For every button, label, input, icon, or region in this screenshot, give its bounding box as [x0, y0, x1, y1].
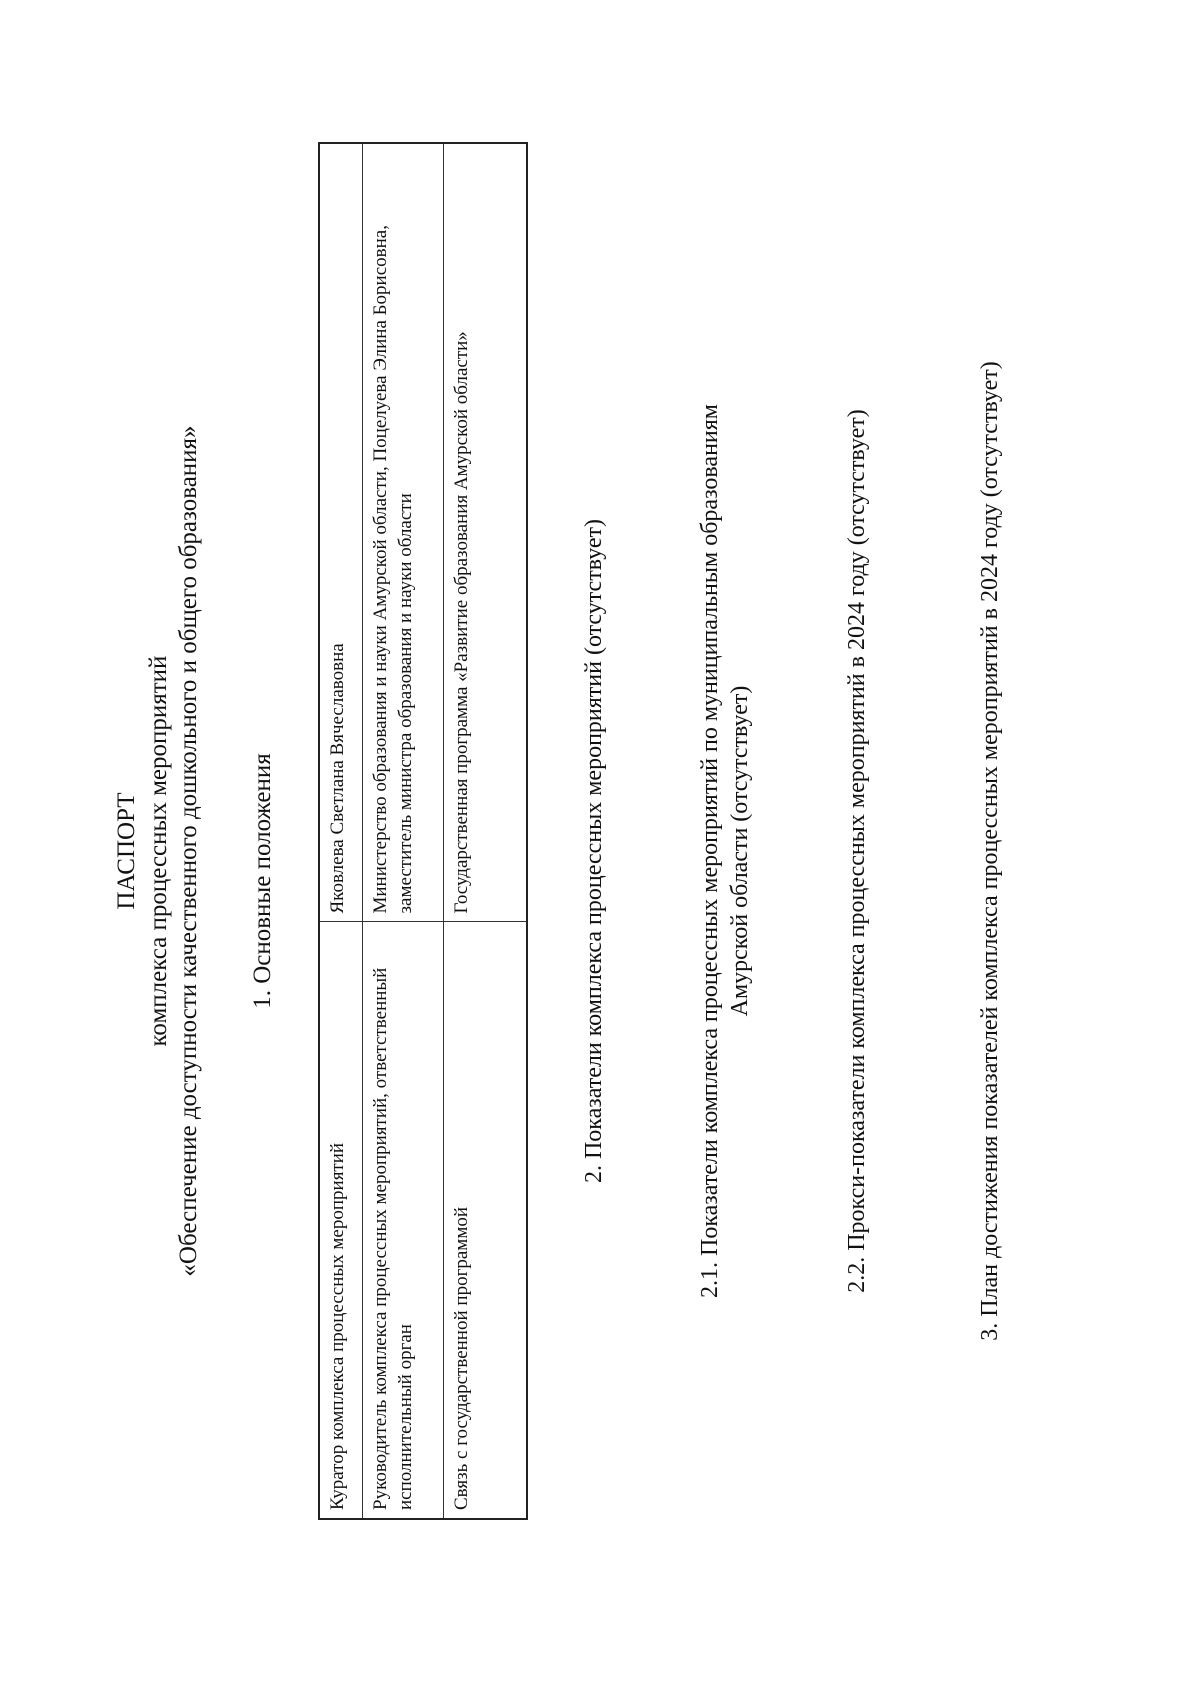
doc-title: ПАСПОРТ [113, 792, 140, 910]
doc-subtitle: комплекса процессных мероприятий [145, 655, 172, 1047]
basic-provisions-table [318, 142, 528, 1520]
row-label-head: Руководитель комплекса процессных мероприятий, ответственный исполнительный орган [363, 922, 444, 1519]
row-value-program-link: Государственная программа «Развитие образования Амурской области» [444, 143, 528, 922]
section-2-heading: 2. Показатели комплекса процессных мероприятий (отсутствует) [581, 518, 607, 1184]
row-value-curator: Яковлева Светлана Вячеславовна [319, 143, 363, 922]
row-label-curator: Куратор комплекса процессных мероприятий [319, 922, 363, 1519]
section-2-2-heading: 2.2. Прокси-показатели комплекса процессных мероприятий в 2024 году (отсутствует) [844, 409, 870, 1293]
row-value-head: Министерство образования и науки Амурской области, Поцелуева Элина Борисовна, заместитель министра образования и науки области [363, 143, 444, 922]
row-label-program-link: Связь с государственной программой [444, 922, 528, 1519]
table-row [319, 143, 363, 1519]
table-row [363, 143, 444, 1519]
section-3-heading: 3. План достижения показателей комплекса процессных мероприятий в 2024 году (отсутствует) [977, 361, 1003, 1341]
table-row [444, 143, 528, 1519]
section-2-1-heading-line2: Амурской области (отсутствует) [727, 685, 753, 1017]
section-2-1-heading-line1: 2.1. Показатели комплекса процессных мероприятий по муниципальным образованиям [697, 404, 723, 1298]
doc-program-name: «Обеспечение доступности качественного дошкольного и общего образования» [175, 425, 202, 1277]
section-1-heading: 1. Основные положения [249, 753, 276, 1009]
